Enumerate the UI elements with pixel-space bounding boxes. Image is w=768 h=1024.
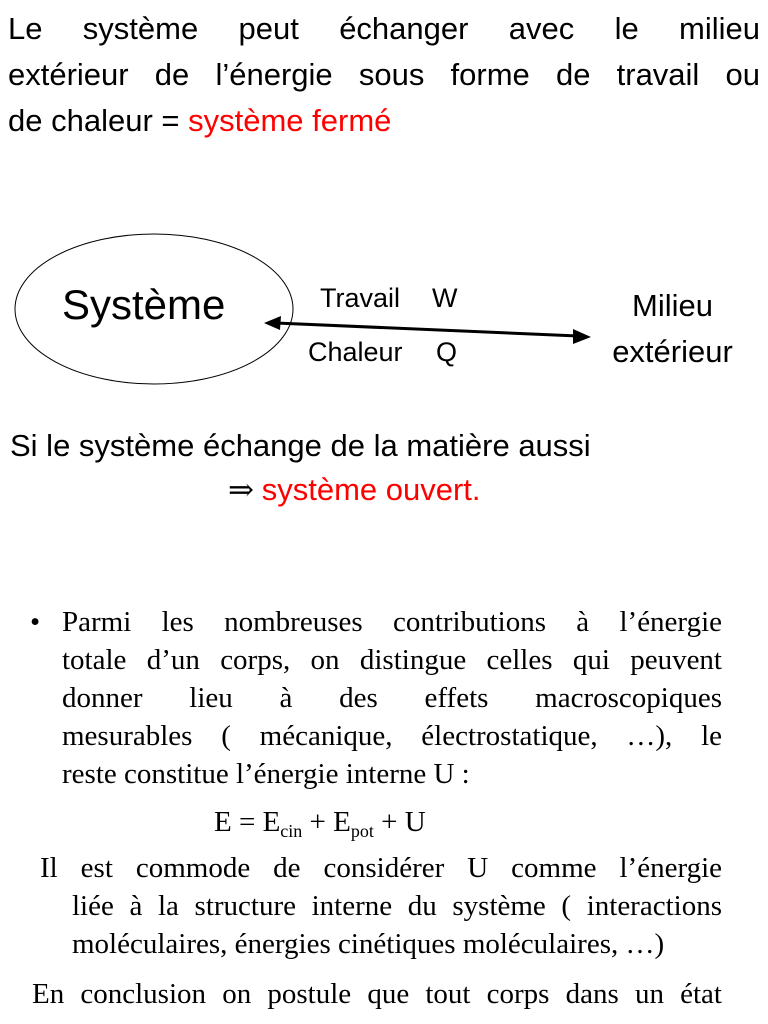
bullet-line-2: totale d’un corps, on distingue celles qui peuvent: [62, 644, 722, 676]
formula-mid: + E: [302, 806, 351, 838]
intro-line-2: extérieur de l’énergie sous forme de travail ou: [8, 57, 760, 92]
bullet-marker: •: [30, 606, 41, 638]
conclusion-line-1: En conclusion on postule que tout corps dans un état: [32, 978, 722, 1010]
open-system-conclusion: [228, 472, 481, 508]
commode-line-2: liée à la structure interne du système ( interactions: [72, 890, 722, 922]
system-label: Système: [62, 281, 226, 328]
work-label: Travail: [320, 283, 401, 313]
energy-exchange-diagram: [0, 225, 768, 405]
intro-line-3-prefix: de chaleur =: [8, 103, 189, 138]
intro-line-3: [8, 98, 760, 144]
closed-system-highlight: système fermé: [188, 103, 392, 138]
open-system-sentence: Si le système échange de la matière aussi: [10, 428, 591, 463]
heat-label: Chaleur: [308, 337, 403, 367]
formula-lhs: E = E: [214, 806, 281, 838]
implies-symbol: ⇒: [228, 472, 254, 507]
bullet-line-4: mesurables ( mécanique, électrostatique, …), le: [62, 720, 722, 752]
intro-line-1: Le système peut échanger avec le milieu: [8, 11, 760, 46]
bullet-line-5: reste constitue l’énergie interne U :: [62, 758, 470, 790]
arrowhead-left: [264, 316, 281, 330]
commode-line-1: Il est commode de considérer U comme l’énergie: [40, 852, 722, 884]
surroundings-label: [600, 283, 745, 375]
formula-sub-cin: cin: [280, 821, 303, 841]
commode-paragraph: [40, 849, 722, 963]
arrowhead-right: [573, 329, 591, 344]
internal-energy-bullet: [30, 603, 722, 793]
surroundings-line-2: extérieur: [612, 334, 733, 369]
energy-formula: [214, 806, 426, 839]
formula-rhs: + U: [373, 806, 426, 838]
open-system-highlight: système ouvert.: [261, 472, 481, 507]
exchange-arrow-line: [276, 323, 578, 336]
conclusion-paragraph: [32, 975, 722, 1013]
commode-line-3: moléculaires, énergies cinétiques moléculaires, …): [72, 928, 665, 960]
bullet-line-1: Parmi les nombreuses contributions à l’énergie: [62, 606, 722, 638]
surroundings-line-1: Milieu: [632, 288, 713, 323]
heat-symbol: Q: [436, 337, 458, 367]
bullet-line-3: donner lieu à des effets macroscopiques: [62, 682, 722, 714]
intro-paragraph: [8, 6, 760, 144]
formula-sub-pot: pot: [350, 821, 374, 841]
work-symbol: W: [432, 283, 458, 313]
